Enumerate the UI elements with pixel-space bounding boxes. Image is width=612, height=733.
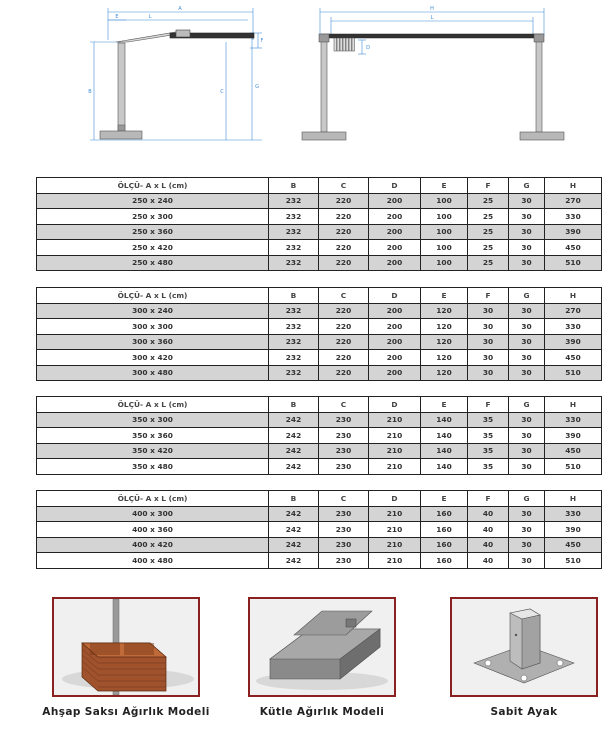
table-cell: 30	[509, 553, 545, 569]
table-row	[37, 209, 602, 225]
table-cell: 30	[468, 303, 509, 319]
column-header: F	[468, 397, 509, 413]
table-header-row	[37, 288, 602, 304]
table-cell: 120	[421, 365, 468, 381]
table-cell: 300 x 360	[37, 334, 269, 350]
table-cell: 25	[468, 209, 509, 225]
table-cell: 230	[319, 553, 369, 569]
table-cell: 30	[468, 334, 509, 350]
table-cell: 30	[509, 537, 545, 553]
table-cell: 242	[269, 522, 319, 538]
dim-label-f: F	[260, 38, 264, 44]
column-header: E	[421, 288, 468, 304]
table-cell: 120	[421, 319, 468, 335]
table-cell: 300 x 300	[37, 319, 269, 335]
table-row	[37, 350, 602, 366]
column-header: H	[545, 178, 602, 194]
table-cell: 100	[421, 209, 468, 225]
table-cell: 390	[545, 522, 602, 538]
table-cell: 220	[319, 365, 369, 381]
table-cell: 100	[421, 240, 468, 256]
column-header: D	[369, 288, 421, 304]
table-cell: 232	[269, 209, 319, 225]
table-cell: 220	[319, 319, 369, 335]
table-row	[37, 193, 602, 209]
table-cell: 242	[269, 412, 319, 428]
table-cell: 450	[545, 350, 602, 366]
column-header: D	[369, 178, 421, 194]
table-cell: 120	[421, 350, 468, 366]
table-cell: 400 x 480	[37, 553, 269, 569]
table-cell: 140	[421, 459, 468, 475]
table-cell: 270	[545, 193, 602, 209]
table-cell: 330	[545, 506, 602, 522]
table-cell: 230	[319, 428, 369, 444]
table-cell: 210	[369, 459, 421, 475]
column-header: ÖLÇÜ- A x L (cm)	[37, 491, 269, 507]
table-cell: 200	[369, 209, 421, 225]
table-cell: 230	[319, 537, 369, 553]
table-cell: 100	[421, 255, 468, 271]
column-header: G	[509, 288, 545, 304]
table-cell: 242	[269, 428, 319, 444]
table-cell: 232	[269, 334, 319, 350]
table-cell: 300 x 480	[37, 365, 269, 381]
table-cell: 30	[468, 365, 509, 381]
table-cell: 230	[319, 506, 369, 522]
table-cell: 210	[369, 428, 421, 444]
table-cell: 232	[269, 319, 319, 335]
table-cell: 510	[545, 459, 602, 475]
table-row	[37, 537, 602, 553]
table-cell: 30	[509, 350, 545, 366]
table-row	[37, 522, 602, 538]
column-header: B	[269, 397, 319, 413]
table-cell: 200	[369, 350, 421, 366]
table-cell: 210	[369, 537, 421, 553]
table-cell: 300 x 420	[37, 350, 269, 366]
table-cell: 30	[509, 334, 545, 350]
fixed-foot-image	[450, 597, 598, 697]
table-cell: 160	[421, 506, 468, 522]
table-cell: 200	[369, 334, 421, 350]
table-cell: 250 x 240	[37, 193, 269, 209]
column-header: C	[319, 397, 369, 413]
table-cell: 120	[421, 334, 468, 350]
table-cell: 220	[319, 255, 369, 271]
dim-label-b: B	[88, 89, 92, 95]
table-cell: 30	[509, 193, 545, 209]
table-cell: 35	[468, 459, 509, 475]
dim-label-d: D	[366, 45, 370, 51]
column-header: ÖLÇÜ- A x L (cm)	[37, 288, 269, 304]
column-header: H	[545, 397, 602, 413]
table-cell: 30	[468, 319, 509, 335]
table-cell: 200	[369, 303, 421, 319]
table-header-row	[37, 397, 602, 413]
table-cell: 250 x 480	[37, 255, 269, 271]
table-cell: 200	[369, 255, 421, 271]
table-cell: 220	[319, 193, 369, 209]
table-cell: 400 x 420	[37, 537, 269, 553]
column-header: G	[509, 397, 545, 413]
table-cell: 330	[545, 412, 602, 428]
column-header: E	[421, 397, 468, 413]
wooden-planter-weight-caption: Ahşap Saksı Ağırlık Modeli	[42, 706, 210, 718]
table-row	[37, 459, 602, 475]
table-cell: 242	[269, 537, 319, 553]
fixed-foot-caption: Sabit Ayak	[490, 706, 558, 718]
table-cell: 210	[369, 443, 421, 459]
column-header: F	[468, 491, 509, 507]
table-cell: 30	[509, 412, 545, 428]
table-cell: 200	[369, 224, 421, 240]
table-cell: 100	[421, 193, 468, 209]
table-cell: 35	[468, 412, 509, 428]
table-cell: 30	[509, 459, 545, 475]
column-header: C	[319, 491, 369, 507]
table-cell: 220	[319, 334, 369, 350]
column-header: G	[509, 178, 545, 194]
table-cell: 220	[319, 350, 369, 366]
table-cell: 140	[421, 412, 468, 428]
table-cell: 242	[269, 506, 319, 522]
table-cell: 220	[319, 303, 369, 319]
table-cell: 100	[421, 224, 468, 240]
table-row	[37, 224, 602, 240]
table-cell: 25	[468, 240, 509, 256]
table-cell: 350 x 420	[37, 443, 269, 459]
table-cell: 390	[545, 224, 602, 240]
column-header: B	[269, 491, 319, 507]
table-row	[37, 506, 602, 522]
table-cell: 40	[468, 537, 509, 553]
table-cell: 160	[421, 553, 468, 569]
table-row	[37, 240, 602, 256]
mass-weight-image	[248, 597, 396, 697]
table-cell: 200	[369, 193, 421, 209]
column-header: ÖLÇÜ- A x L (cm)	[37, 397, 269, 413]
column-header: C	[319, 288, 369, 304]
table-cell: 210	[369, 522, 421, 538]
table-cell: 450	[545, 537, 602, 553]
table-cell: 200	[369, 365, 421, 381]
spec-table-300	[36, 287, 602, 381]
spec-table-250	[36, 177, 602, 271]
table-header-row	[37, 178, 602, 194]
column-header: B	[269, 288, 319, 304]
table-cell: 250 x 420	[37, 240, 269, 256]
table-cell: 140	[421, 428, 468, 444]
table-cell: 200	[369, 240, 421, 256]
table-row	[37, 443, 602, 459]
column-header: C	[319, 178, 369, 194]
table-cell: 40	[468, 506, 509, 522]
table-cell: 330	[545, 319, 602, 335]
side-view-drawing	[88, 6, 263, 140]
table-cell: 250 x 300	[37, 209, 269, 225]
table-cell: 350 x 480	[37, 459, 269, 475]
table-cell: 40	[468, 553, 509, 569]
column-header: F	[468, 178, 509, 194]
table-row	[37, 365, 602, 381]
table-cell: 30	[509, 255, 545, 271]
table-cell: 390	[545, 334, 602, 350]
table-row	[37, 334, 602, 350]
column-header: D	[369, 397, 421, 413]
table-cell: 242	[269, 459, 319, 475]
wooden-planter-weight-image	[52, 597, 200, 697]
table-header-row	[37, 491, 602, 507]
mass-weight-caption: Kütle Ağırlık Modeli	[259, 706, 385, 718]
table-cell: 30	[509, 319, 545, 335]
spec-table-350	[36, 396, 602, 475]
column-header: D	[369, 491, 421, 507]
table-cell: 25	[468, 255, 509, 271]
table-cell: 242	[269, 443, 319, 459]
table-cell: 230	[319, 459, 369, 475]
table-cell: 30	[509, 428, 545, 444]
table-cell: 270	[545, 303, 602, 319]
table-cell: 160	[421, 522, 468, 538]
table-cell: 35	[468, 443, 509, 459]
table-cell: 232	[269, 224, 319, 240]
column-header: E	[421, 178, 468, 194]
table-cell: 220	[319, 209, 369, 225]
column-header: H	[545, 288, 602, 304]
table-cell: 232	[269, 240, 319, 256]
dim-label-e: E	[115, 14, 119, 20]
table-cell: 230	[319, 412, 369, 428]
dim-label-g: G	[255, 84, 259, 90]
table-cell: 25	[468, 224, 509, 240]
table-cell: 40	[468, 522, 509, 538]
table-cell: 330	[545, 209, 602, 225]
column-header: ÖLÇÜ- A x L (cm)	[37, 178, 269, 194]
table-cell: 160	[421, 537, 468, 553]
table-cell: 30	[509, 224, 545, 240]
table-cell: 250 x 360	[37, 224, 269, 240]
table-cell: 300 x 240	[37, 303, 269, 319]
table-cell: 232	[269, 365, 319, 381]
table-cell: 210	[369, 553, 421, 569]
table-cell: 30	[509, 522, 545, 538]
front-view-drawing	[302, 6, 564, 140]
table-cell: 30	[509, 506, 545, 522]
table-cell: 230	[319, 443, 369, 459]
column-header: H	[545, 491, 602, 507]
table-cell: 35	[468, 428, 509, 444]
table-row	[37, 303, 602, 319]
table-cell: 242	[269, 553, 319, 569]
column-header: G	[509, 491, 545, 507]
table-cell: 390	[545, 428, 602, 444]
table-cell: 220	[319, 240, 369, 256]
dim-label-h: H	[430, 6, 434, 12]
table-cell: 210	[369, 506, 421, 522]
spec-table-400	[36, 490, 602, 569]
table-cell: 510	[545, 553, 602, 569]
table-cell: 30	[468, 350, 509, 366]
table-cell: 25	[468, 193, 509, 209]
table-cell: 30	[509, 209, 545, 225]
technical-drawings	[0, 0, 612, 160]
column-header: F	[468, 288, 509, 304]
table-cell: 232	[269, 350, 319, 366]
table-cell: 120	[421, 303, 468, 319]
table-cell: 350 x 300	[37, 412, 269, 428]
table-cell: 200	[369, 319, 421, 335]
table-cell: 400 x 360	[37, 522, 269, 538]
table-cell: 450	[545, 443, 602, 459]
table-cell: 510	[545, 255, 602, 271]
table-cell: 350 x 360	[37, 428, 269, 444]
table-cell: 510	[545, 365, 602, 381]
table-cell: 232	[269, 303, 319, 319]
table-cell: 30	[509, 240, 545, 256]
dim-label-c: C	[220, 89, 224, 95]
table-cell: 30	[509, 443, 545, 459]
table-row	[37, 319, 602, 335]
table-cell: 230	[319, 522, 369, 538]
table-cell: 220	[319, 224, 369, 240]
table-cell: 30	[509, 303, 545, 319]
table-cell: 210	[369, 412, 421, 428]
column-header: B	[269, 178, 319, 194]
dim-label-a: A	[178, 6, 182, 12]
table-cell: 140	[421, 443, 468, 459]
table-cell: 232	[269, 193, 319, 209]
table-row	[37, 428, 602, 444]
table-row	[37, 255, 602, 271]
table-row	[37, 553, 602, 569]
dim-label-l-front: L	[430, 15, 434, 21]
column-header: E	[421, 491, 468, 507]
table-cell: 232	[269, 255, 319, 271]
table-row	[37, 412, 602, 428]
dim-label-l: L	[148, 14, 152, 20]
table-cell: 30	[509, 365, 545, 381]
table-cell: 450	[545, 240, 602, 256]
table-cell: 400 x 300	[37, 506, 269, 522]
